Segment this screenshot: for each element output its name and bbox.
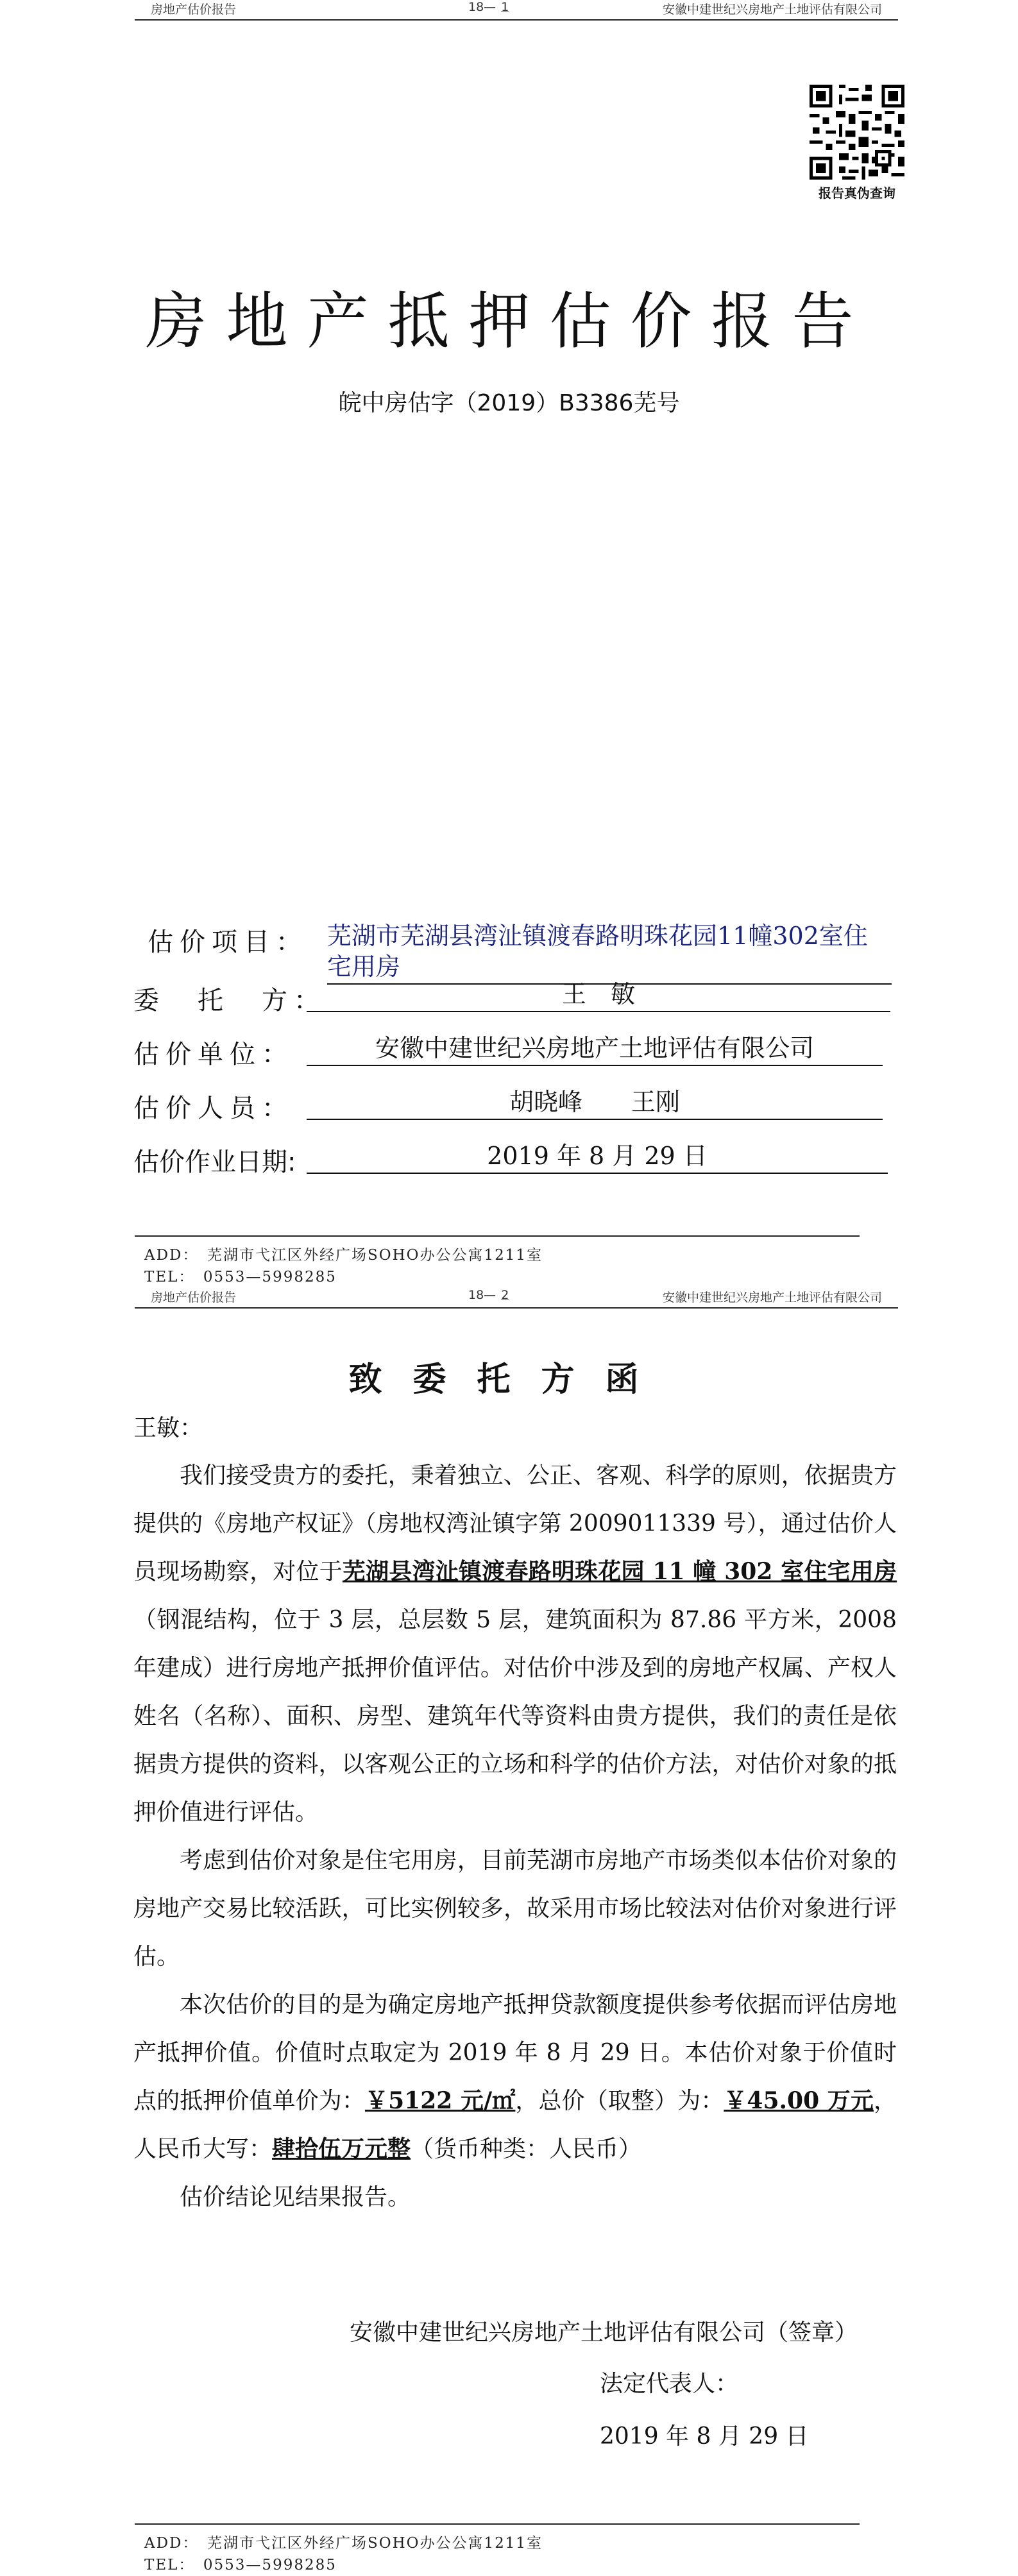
date-label: 估价作业日期: [133,1148,296,1177]
qr-caption: 报告真伪查询 [819,185,895,201]
letter-body [133,1452,897,2221]
header-company: 安徽中建世纪兴房地产土地评估有限公司 [662,3,882,17]
header-company: 安徽中建世纪兴房地产土地评估有限公司 [662,1291,882,1305]
client-value: 王 敏 [307,978,890,1012]
project-value: 芜湖市芜湖县湾沚镇渡春路明珠花园11幢302室住宅用房 [327,920,892,985]
date-value: 2019 年 8 月 29 日 [307,1139,888,1174]
header-page-number: 18— 1 [468,0,509,14]
footer-address: ADD： 芜湖市弋江区外经广场SOHO办公公寓1211室 [144,1247,543,1264]
signature-representative: 法定代表人： [600,2371,739,2397]
page-footer [144,2532,543,2576]
footer-divider [135,1235,860,1237]
page-header [135,1288,898,1309]
client-letter-page [0,1288,1018,2576]
paragraph-commission: 我们接受贵方的委托，秉着独立、公正、客观、科学的原则，依据贵方提供的《房地产权证》（房地权湾沚镇字第 2009011339 号），通过估价人员现场勘察，对位于芜湖县湾沚镇渡春路明珠花园 11 幢 302 室住宅用房（钢混结构，位于 3 层，总层数 5 层，建筑面积为 87.86 平方米，2008 年建成）进行房地产抵押价值评估。对估价中涉及到的房地产权属、产权人姓名（名称）、面积、房型、建筑年代等资料由贵方提供，我们的责任是依据贵方提供的资料，以客观公正的立场和科学的估价方法，对估价对象的抵押价值进行评估。 [133,1462,897,1826]
report-number: 皖中房估字（2019）B3386芜号 [338,390,680,416]
signature-date: 2019 年 8 月 29 日 [600,2423,809,2450]
header-doc-title: 房地产估价报告 [151,1291,237,1305]
header-doc-title: 房地产估价报告 [151,3,237,17]
report-title: 房地产抵押估价报告 [145,285,873,357]
qr-code-icon[interactable] [810,85,904,180]
letter-title: 致委托方函 [348,1360,670,1399]
footer-phone: TEL： 0553—5998285 [144,2557,337,2573]
amount-in-words: 肆拾伍万元整 [272,2135,411,2162]
property-address: 芜湖县湾沚镇渡春路明珠花园 11 幢 302 室住宅用房 [342,1558,897,1585]
appraiser-label: 估价人员： [133,1094,294,1123]
paragraph-conclusion: 估价结论见结果报告。 [180,2184,411,2210]
client-label: 委 托 方： [133,986,326,1015]
signature-company: 安徽中建世纪兴房地产土地评估有限公司（签章） [350,2319,858,2346]
unit-value: 安徽中建世纪兴房地产土地评估有限公司 [307,1031,883,1066]
footer-phone: TEL： 0553—5998285 [144,1269,337,1285]
page-header [135,0,898,21]
unit-label: 估价单位： [133,1040,294,1069]
unit-price: ￥5122 元/㎡ [365,2087,516,2114]
appraiser-value: 胡晓峰 王刚 [307,1085,883,1120]
paragraph-method: 考虑到估价对象是住宅用房，目前芜湖市房地产市场类似本估价对象的房地产交易比较活跃，可比实例较多，故采用市场比较法对估价对象进行评估。 [133,1847,897,1970]
footer-divider [135,2523,860,2525]
footer-address: ADD： 芜湖市弋江区外经广场SOHO办公公寓1211室 [144,2535,543,2552]
paragraph-valuation: 本次估价的目的是为确定房地产抵押贷款额度提供参考依据而评估房地产抵押价值。价值时点取定为 2019 年 8 月 29 日。本估价对象于价值时点的抵押价值单价为：￥5122 元/㎡，总价（取整）为：￥45.00 万元，人民币大写：肆拾伍万元整（货币种类：人民币） [133,1992,897,2162]
header-page-number: 18— 2 [468,1288,509,1302]
total-price: ￥45.00 万元 [724,2087,874,2114]
salutation: 王敏： [133,1415,203,1441]
page-footer [144,1244,543,1288]
project-label: 估价项目： [148,928,308,957]
